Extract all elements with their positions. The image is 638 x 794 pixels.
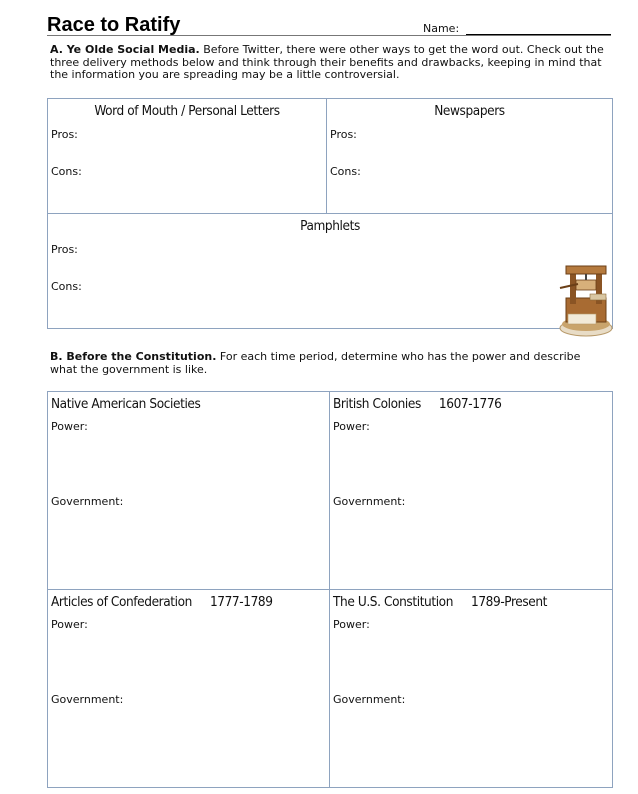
cell-pamphlets — [48, 214, 613, 329]
cell-title — [51, 594, 329, 610]
page-title: Race to Ratify — [47, 14, 181, 36]
cell-newspapers — [327, 99, 613, 214]
period-years: 1777-1789 — [209, 594, 273, 610]
section-b-instructions — [50, 351, 610, 376]
cons-label: Cons: — [51, 165, 82, 178]
title-rule — [47, 35, 611, 36]
cell-british-colonies — [330, 392, 613, 590]
section-b-heading: B. Before the Constitution. — [50, 350, 217, 363]
power-label: Power: — [333, 420, 370, 433]
period-name: Articles of Confederation — [51, 594, 192, 610]
pros-label: Pros: — [330, 128, 357, 141]
government-label: Government: — [51, 495, 124, 508]
government-label: Government: — [333, 693, 406, 706]
government-label: Government: — [51, 693, 124, 706]
section-b-text: For each time period, determine who has the power and describe what the government is like. — [50, 350, 581, 376]
cell-title — [51, 396, 329, 412]
printing-press-icon — [556, 258, 616, 338]
cons-label: Cons: — [330, 165, 361, 178]
period-name: The U.S. Constitution — [333, 594, 454, 610]
section-b-table — [47, 391, 613, 788]
period-name: British Colonies — [333, 396, 421, 412]
section-a-table — [47, 98, 613, 329]
name-label: Name: — [423, 22, 460, 35]
power-label: Power: — [51, 420, 88, 433]
cell-us-constitution — [330, 590, 613, 788]
cell-title: Newspapers — [434, 103, 505, 119]
section-a-instructions — [50, 44, 610, 82]
pros-label: Pros: — [51, 243, 78, 256]
period-name: Native American Societies — [51, 396, 201, 412]
cell-word-of-mouth — [48, 99, 327, 214]
cons-label: Cons: — [51, 280, 82, 293]
cell-title — [333, 396, 612, 412]
section-a-text: Before Twitter, there were other ways to get the word out. Check out the three delivery methods below and think through their benefits and drawbacks, keeping in mind that the information you are spreading may be a little controversial. — [50, 43, 604, 81]
cell-native-american-societies — [48, 392, 330, 590]
cell-title — [333, 594, 612, 610]
period-years: 1607-1776 — [438, 396, 502, 412]
government-label: Government: — [333, 495, 406, 508]
section-a-heading: A. Ye Olde Social Media. — [50, 43, 200, 56]
cell-title: Pamphlets — [300, 218, 360, 234]
cell-articles-of-confederation — [48, 590, 330, 788]
period-years: 1789-Present — [471, 594, 548, 610]
cell-title: Word of Mouth / Personal Letters — [94, 103, 280, 119]
power-label: Power: — [51, 618, 88, 631]
pros-label: Pros: — [51, 128, 78, 141]
power-label: Power: — [333, 618, 370, 631]
